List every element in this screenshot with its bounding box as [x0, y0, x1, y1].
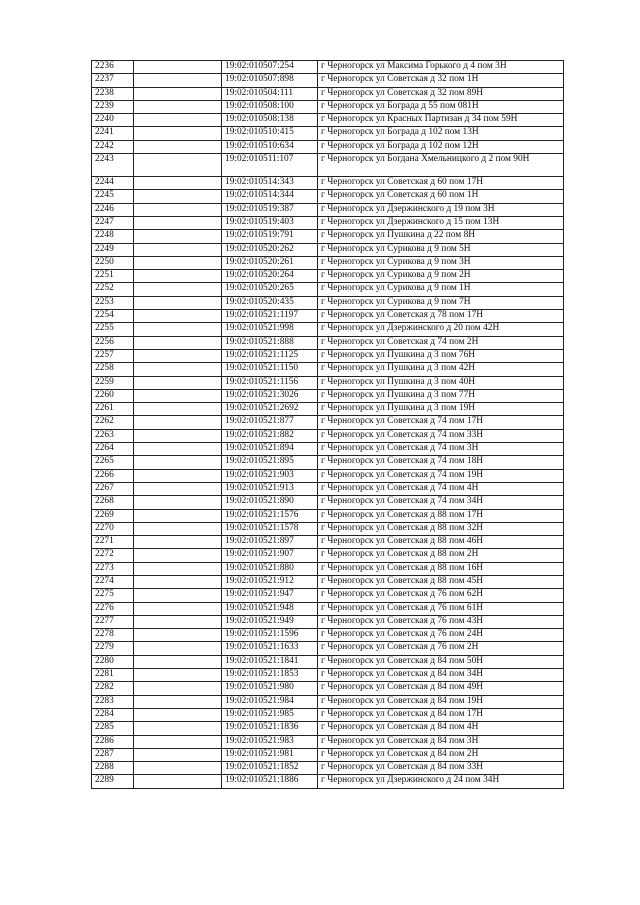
cadastral-number-cell: 19:02:010521:880	[222, 562, 318, 575]
address-cell: г Черногорск ул Советская д 76 пом 43Н	[318, 615, 564, 628]
address-cell: г Черногорск ул Советская д 74 пом 33Н	[318, 429, 564, 442]
cadastral-number-cell: 19:02:010521:1852	[222, 762, 318, 775]
row-number-cell: 2259	[92, 376, 134, 389]
cadastral-number-cell: 19:02:010521:984	[222, 695, 318, 708]
row-number-cell: 2258	[92, 363, 134, 376]
table-row	[92, 642, 564, 655]
address-cell: г Черногорск ул Советская д 74 пом 3Н	[318, 443, 564, 456]
address-cell: г Черногорск ул Советская д 84 пом 49Н	[318, 682, 564, 695]
table-row	[92, 154, 564, 177]
table-row	[92, 615, 564, 628]
row-number-cell: 2260	[92, 389, 134, 402]
table-row	[92, 283, 564, 296]
empty-cell	[134, 87, 222, 100]
row-number-cell: 2280	[92, 655, 134, 668]
table-row	[92, 682, 564, 695]
cadastral-number-cell: 19:02:010520:435	[222, 296, 318, 309]
cadastral-number-cell: 19:02:010521:897	[222, 536, 318, 549]
row-number-cell: 2271	[92, 536, 134, 549]
row-number-cell: 2239	[92, 100, 134, 113]
row-number-cell: 2275	[92, 589, 134, 602]
row-number-cell: 2272	[92, 549, 134, 562]
empty-cell	[134, 496, 222, 509]
row-number-cell: 2288	[92, 762, 134, 775]
table-row	[92, 443, 564, 456]
address-cell: г Черногорск ул Пушкина д 3 пом 40Н	[318, 376, 564, 389]
empty-cell	[134, 296, 222, 309]
address-cell: г Черногорск ул Советская д 32 пом 89Н	[318, 87, 564, 100]
cadastral-number-cell: 19:02:010520:262	[222, 243, 318, 256]
empty-cell	[134, 509, 222, 522]
row-number-cell: 2243	[92, 154, 134, 177]
cadastral-number-cell: 19:02:010507:254	[222, 61, 318, 74]
table-row	[92, 575, 564, 588]
cadastral-number-cell: 19:02:010521:895	[222, 456, 318, 469]
cadastral-number-cell: 19:02:010521:983	[222, 735, 318, 748]
row-number-cell: 2254	[92, 310, 134, 323]
empty-cell	[134, 283, 222, 296]
empty-cell	[134, 363, 222, 376]
address-cell: г Черногорск ул Советская д 88 пом 16Н	[318, 562, 564, 575]
row-number-cell: 2278	[92, 629, 134, 642]
cadastral-number-cell: 19:02:010521:1578	[222, 522, 318, 535]
cadastral-number-cell: 19:02:010521:3026	[222, 389, 318, 402]
empty-cell	[134, 230, 222, 243]
registry-table-body	[92, 61, 564, 789]
row-number-cell: 2268	[92, 496, 134, 509]
empty-cell	[134, 127, 222, 140]
address-cell: г Черногорск ул Пушкина д 3 пом 42Н	[318, 363, 564, 376]
address-cell: г Черногорск ул Советская д 84 пом 19Н	[318, 695, 564, 708]
address-cell: г Черногорск ул Советская д 88 пом 45Н	[318, 575, 564, 588]
table-row	[92, 695, 564, 708]
table-row	[92, 403, 564, 416]
empty-cell	[134, 389, 222, 402]
row-number-cell: 2289	[92, 775, 134, 788]
empty-cell	[134, 549, 222, 562]
property-registry-table	[91, 60, 564, 789]
table-row	[92, 655, 564, 668]
row-number-cell: 2252	[92, 283, 134, 296]
address-cell: г Черногорск ул Бограда д 102 пом 13Н	[318, 127, 564, 140]
empty-cell	[134, 708, 222, 721]
empty-cell	[134, 762, 222, 775]
empty-cell	[134, 522, 222, 535]
address-cell: г Черногорск ул Советская д 32 пом 1Н	[318, 74, 564, 87]
address-cell: г Черногорск ул Советская д 88 пом 2Н	[318, 549, 564, 562]
table-row	[92, 562, 564, 575]
address-cell: г Черногорск ул Пушкина д 3 пом 76Н	[318, 349, 564, 362]
address-cell: г Черногорск ул Советская д 84 пом 2Н	[318, 748, 564, 761]
cadastral-number-cell: 19:02:010510:634	[222, 140, 318, 153]
address-cell: г Черногорск ул Пушкина д 22 пом 8Н	[318, 230, 564, 243]
row-number-cell: 2245	[92, 190, 134, 203]
cadastral-number-cell: 19:02:010510:415	[222, 127, 318, 140]
cadastral-number-cell: 19:02:010507:898	[222, 74, 318, 87]
row-number-cell: 2248	[92, 230, 134, 243]
cadastral-number-cell: 19:02:010521:947	[222, 589, 318, 602]
row-number-cell: 2279	[92, 642, 134, 655]
address-cell: г Черногорск ул Пушкина д 3 пом 19Н	[318, 403, 564, 416]
table-row	[92, 203, 564, 216]
address-cell: г Черногорск ул Советская д 74 пом 17Н	[318, 416, 564, 429]
cadastral-number-cell: 19:02:010521:981	[222, 748, 318, 761]
empty-cell	[134, 429, 222, 442]
row-number-cell: 2269	[92, 509, 134, 522]
row-number-cell: 2237	[92, 74, 134, 87]
row-number-cell: 2273	[92, 562, 134, 575]
table-row	[92, 629, 564, 642]
address-cell: г Черногорск ул Советская д 74 пом 18Н	[318, 456, 564, 469]
row-number-cell: 2251	[92, 270, 134, 283]
row-number-cell: 2270	[92, 522, 134, 535]
row-number-cell: 2281	[92, 669, 134, 682]
cadastral-number-cell: 19:02:010521:1633	[222, 642, 318, 655]
empty-cell	[134, 154, 222, 177]
table-row	[92, 336, 564, 349]
table-row	[92, 270, 564, 283]
table-row	[92, 722, 564, 735]
cadastral-number-cell: 19:02:010519:791	[222, 230, 318, 243]
cadastral-number-cell: 19:02:010521:1886	[222, 775, 318, 788]
empty-cell	[134, 243, 222, 256]
empty-cell	[134, 735, 222, 748]
address-cell: г Черногорск ул Советская д 74 пом 4Н	[318, 482, 564, 495]
row-number-cell: 2242	[92, 140, 134, 153]
cadastral-number-cell: 19:02:010521:980	[222, 682, 318, 695]
empty-cell	[134, 190, 222, 203]
table-row	[92, 589, 564, 602]
address-cell: г Черногорск ул Сурикова д 9 пом 1Н	[318, 283, 564, 296]
row-number-cell: 2262	[92, 416, 134, 429]
address-cell: г Черногорск ул Советская д 84 пом 4Н	[318, 722, 564, 735]
empty-cell	[134, 114, 222, 127]
table-row	[92, 127, 564, 140]
cadastral-number-cell: 19:02:010514:343	[222, 177, 318, 190]
cadastral-number-cell: 19:02:010514:344	[222, 190, 318, 203]
address-cell: г Черногорск ул Советская д 76 пом 24Н	[318, 629, 564, 642]
address-cell: г Черногорск ул Сурикова д 9 пом 2Н	[318, 270, 564, 283]
cadastral-number-cell: 19:02:010520:264	[222, 270, 318, 283]
cadastral-number-cell: 19:02:010521:882	[222, 429, 318, 442]
row-number-cell: 2263	[92, 429, 134, 442]
table-row	[92, 177, 564, 190]
table-row	[92, 775, 564, 788]
address-cell: г Черногорск ул Советская д 84 пом 34Н	[318, 669, 564, 682]
address-cell: г Черногорск ул Советская д 84 пом 50Н	[318, 655, 564, 668]
empty-cell	[134, 61, 222, 74]
address-cell: г Черногорск ул Советская д 84 пом 17Н	[318, 708, 564, 721]
address-cell: г Черногорск ул Советская д 76 пом 62Н	[318, 589, 564, 602]
address-cell: г Черногорск ул Дзержинского д 15 пом 13Н	[318, 216, 564, 229]
cadastral-number-cell: 19:02:010521:1853	[222, 669, 318, 682]
table-row	[92, 310, 564, 323]
address-cell: г Черногорск ул Пушкина д 3 пом 77Н	[318, 389, 564, 402]
row-number-cell: 2238	[92, 87, 134, 100]
table-row	[92, 323, 564, 336]
empty-cell	[134, 443, 222, 456]
table-row	[92, 482, 564, 495]
empty-cell	[134, 482, 222, 495]
empty-cell	[134, 682, 222, 695]
row-number-cell: 2266	[92, 469, 134, 482]
address-cell: г Черногорск ул Дзержинского д 24 пом 34Н	[318, 775, 564, 788]
row-number-cell: 2285	[92, 722, 134, 735]
empty-cell	[134, 642, 222, 655]
cadastral-number-cell: 19:02:010521:877	[222, 416, 318, 429]
row-number-cell: 2244	[92, 177, 134, 190]
table-row	[92, 669, 564, 682]
cadastral-number-cell: 19:02:010521:913	[222, 482, 318, 495]
cadastral-number-cell: 19:02:010504:111	[222, 87, 318, 100]
row-number-cell: 2276	[92, 602, 134, 615]
row-number-cell: 2283	[92, 695, 134, 708]
address-cell: г Черногорск ул Бограда д 55 пом 081Н	[318, 100, 564, 113]
table-row	[92, 100, 564, 113]
address-cell: г Черногорск ул Советская д 76 пом 61Н	[318, 602, 564, 615]
table-row	[92, 429, 564, 442]
table-row	[92, 74, 564, 87]
table-row	[92, 87, 564, 100]
cadastral-number-cell: 19:02:010508:138	[222, 114, 318, 127]
row-number-cell: 2264	[92, 443, 134, 456]
address-cell: г Черногорск ул Советская д 60 пом 17Н	[318, 177, 564, 190]
table-row	[92, 735, 564, 748]
empty-cell	[134, 403, 222, 416]
row-number-cell: 2250	[92, 256, 134, 269]
table-row	[92, 296, 564, 309]
cadastral-number-cell: 19:02:010521:907	[222, 549, 318, 562]
row-number-cell: 2256	[92, 336, 134, 349]
address-cell: г Черногорск ул Советская д 78 пом 17Н	[318, 310, 564, 323]
address-cell: г Черногорск ул Советская д 84 пом 3Н	[318, 735, 564, 748]
empty-cell	[134, 256, 222, 269]
row-number-cell: 2249	[92, 243, 134, 256]
row-number-cell: 2261	[92, 403, 134, 416]
row-number-cell: 2236	[92, 61, 134, 74]
cadastral-number-cell: 19:02:010521:948	[222, 602, 318, 615]
empty-cell	[134, 615, 222, 628]
cadastral-number-cell: 19:02:010521:998	[222, 323, 318, 336]
empty-cell	[134, 695, 222, 708]
address-cell: г Черногорск ул Богдана Хмельницкого д 2 пом 90Н	[318, 154, 564, 177]
address-cell: г Черногорск ул Красных Партизан д 34 пом 59Н	[318, 114, 564, 127]
empty-cell	[134, 140, 222, 153]
table-row	[92, 216, 564, 229]
cadastral-number-cell: 19:02:010519:403	[222, 216, 318, 229]
empty-cell	[134, 376, 222, 389]
empty-cell	[134, 310, 222, 323]
empty-cell	[134, 270, 222, 283]
empty-cell	[134, 216, 222, 229]
address-cell: г Черногорск ул Советская д 74 пом 2Н	[318, 336, 564, 349]
empty-cell	[134, 456, 222, 469]
empty-cell	[134, 602, 222, 615]
table-row	[92, 190, 564, 203]
cadastral-number-cell: 19:02:010520:265	[222, 283, 318, 296]
address-cell: г Черногорск ул Советская д 74 пом 19Н	[318, 469, 564, 482]
cadastral-number-cell: 19:02:010521:1125	[222, 349, 318, 362]
address-cell: г Черногорск ул Советская д 88 пом 32Н	[318, 522, 564, 535]
address-cell: г Черногорск ул Дзержинского д 20 пом 42Н	[318, 323, 564, 336]
row-number-cell: 2246	[92, 203, 134, 216]
cadastral-number-cell: 19:02:010521:1576	[222, 509, 318, 522]
empty-cell	[134, 562, 222, 575]
address-cell: г Черногорск ул Сурикова д 9 пом 7Н	[318, 296, 564, 309]
table-row	[92, 536, 564, 549]
row-number-cell: 2277	[92, 615, 134, 628]
cadastral-number-cell: 19:02:010511:107	[222, 154, 318, 177]
row-number-cell: 2267	[92, 482, 134, 495]
empty-cell	[134, 416, 222, 429]
empty-cell	[134, 536, 222, 549]
address-cell: г Черногорск ул Максима Горького д 4 пом 3Н	[318, 61, 564, 74]
empty-cell	[134, 349, 222, 362]
row-number-cell: 2240	[92, 114, 134, 127]
table-row	[92, 61, 564, 74]
cadastral-number-cell: 19:02:010521:903	[222, 469, 318, 482]
table-row	[92, 748, 564, 761]
address-cell: г Черногорск ул Бограда д 102 пом 12Н	[318, 140, 564, 153]
empty-cell	[134, 775, 222, 788]
table-row	[92, 256, 564, 269]
row-number-cell: 2255	[92, 323, 134, 336]
row-number-cell: 2257	[92, 349, 134, 362]
empty-cell	[134, 589, 222, 602]
table-row	[92, 416, 564, 429]
empty-cell	[134, 722, 222, 735]
cadastral-number-cell: 19:02:010521:985	[222, 708, 318, 721]
cadastral-number-cell: 19:02:010521:1836	[222, 722, 318, 735]
address-cell: г Черногорск ул Дзержинского д 19 пом 3Н	[318, 203, 564, 216]
cadastral-number-cell: 19:02:010508:100	[222, 100, 318, 113]
table-row	[92, 376, 564, 389]
row-number-cell: 2274	[92, 575, 134, 588]
row-number-cell: 2286	[92, 735, 134, 748]
cadastral-number-cell: 19:02:010521:890	[222, 496, 318, 509]
address-cell: г Черногорск ул Сурикова д 9 пом 5Н	[318, 243, 564, 256]
address-cell: г Черногорск ул Советская д 84 пом 33Н	[318, 762, 564, 775]
cadastral-number-cell: 19:02:010521:1150	[222, 363, 318, 376]
table-row	[92, 762, 564, 775]
empty-cell	[134, 575, 222, 588]
empty-cell	[134, 669, 222, 682]
address-cell: г Черногорск ул Советская д 88 пом 46Н	[318, 536, 564, 549]
table-row	[92, 349, 564, 362]
table-row	[92, 389, 564, 402]
table-row	[92, 114, 564, 127]
table-row	[92, 708, 564, 721]
empty-cell	[134, 655, 222, 668]
empty-cell	[134, 100, 222, 113]
row-number-cell: 2265	[92, 456, 134, 469]
row-number-cell: 2247	[92, 216, 134, 229]
empty-cell	[134, 177, 222, 190]
cadastral-number-cell: 19:02:010521:1197	[222, 310, 318, 323]
table-row	[92, 363, 564, 376]
cadastral-number-cell: 19:02:010521:2692	[222, 403, 318, 416]
cadastral-number-cell: 19:02:010521:949	[222, 615, 318, 628]
table-row	[92, 456, 564, 469]
empty-cell	[134, 336, 222, 349]
cadastral-number-cell: 19:02:010519:387	[222, 203, 318, 216]
cadastral-number-cell: 19:02:010521:912	[222, 575, 318, 588]
row-number-cell: 2241	[92, 127, 134, 140]
table-row	[92, 230, 564, 243]
empty-cell	[134, 629, 222, 642]
row-number-cell: 2282	[92, 682, 134, 695]
address-cell: г Черногорск ул Советская д 76 пом 2Н	[318, 642, 564, 655]
table-row	[92, 496, 564, 509]
cadastral-number-cell: 19:02:010521:1596	[222, 629, 318, 642]
cadastral-number-cell: 19:02:010521:894	[222, 443, 318, 456]
table-row	[92, 509, 564, 522]
table-row	[92, 522, 564, 535]
cadastral-number-cell: 19:02:010521:1156	[222, 376, 318, 389]
address-cell: г Черногорск ул Советская д 74 пом 34Н	[318, 496, 564, 509]
table-row	[92, 602, 564, 615]
table-row	[92, 469, 564, 482]
empty-cell	[134, 748, 222, 761]
table-row	[92, 549, 564, 562]
empty-cell	[134, 323, 222, 336]
cadastral-number-cell: 19:02:010521:888	[222, 336, 318, 349]
row-number-cell: 2253	[92, 296, 134, 309]
table-row	[92, 243, 564, 256]
cadastral-number-cell: 19:02:010520:261	[222, 256, 318, 269]
table-row	[92, 140, 564, 153]
row-number-cell: 2284	[92, 708, 134, 721]
address-cell: г Черногорск ул Советская д 60 пом 1Н	[318, 190, 564, 203]
address-cell: г Черногорск ул Сурикова д 9 пом 3Н	[318, 256, 564, 269]
cadastral-number-cell: 19:02:010521:1841	[222, 655, 318, 668]
address-cell: г Черногорск ул Советская д 88 пом 17Н	[318, 509, 564, 522]
empty-cell	[134, 74, 222, 87]
row-number-cell: 2287	[92, 748, 134, 761]
empty-cell	[134, 469, 222, 482]
empty-cell	[134, 203, 222, 216]
